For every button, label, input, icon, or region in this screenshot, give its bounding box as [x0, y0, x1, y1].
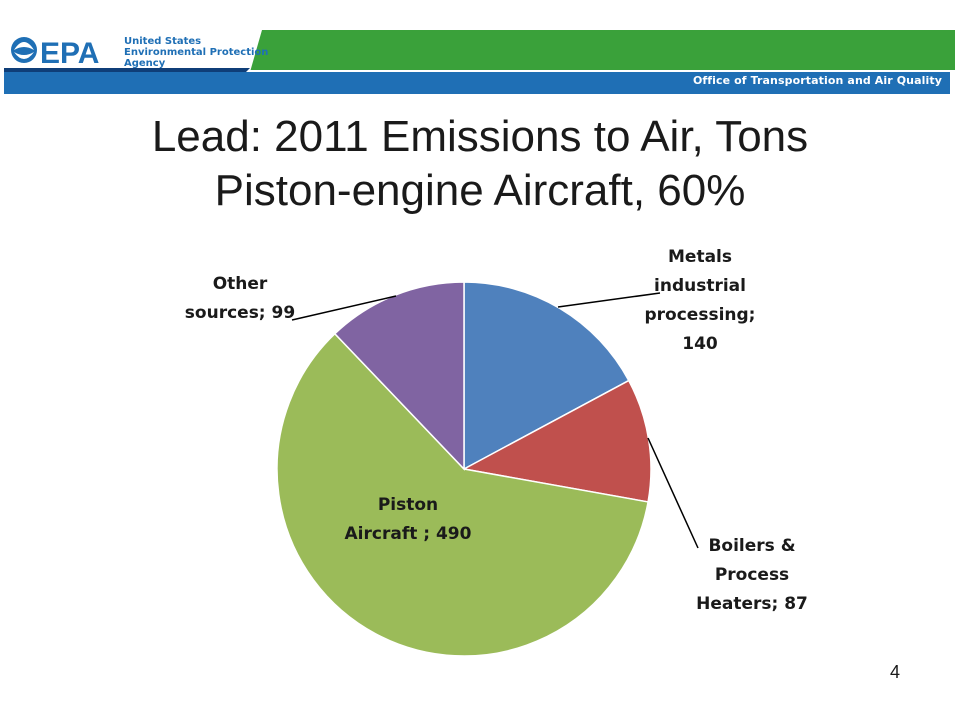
- data-label-line: Boilers &: [708, 536, 796, 556]
- data-label: [696, 536, 808, 614]
- slide-title-line-1: Lead: 2011 Emissions to Air, Tons: [151, 112, 809, 161]
- data-label-line: industrial: [654, 276, 746, 296]
- data-label: [645, 247, 756, 354]
- data-label-line: Other: [212, 274, 268, 294]
- data-label-line: 140: [682, 334, 718, 354]
- leader-line: [648, 438, 698, 548]
- data-label-line: Metals: [668, 247, 732, 267]
- data-label-line: sources; 99: [184, 303, 296, 323]
- agency-name-line-3: Agency: [124, 58, 166, 69]
- data-label-line: Heaters; 87: [696, 594, 808, 614]
- page-number: 4: [889, 662, 900, 682]
- epa-logo-text: EPA: [40, 37, 100, 70]
- data-label-line: Aircraft ; 490: [344, 524, 472, 544]
- office-name: Office of Transportation and Air Quality: [692, 74, 942, 87]
- slide-title-line-2: Piston-engine Aircraft, 60%: [214, 166, 746, 215]
- data-label-line: Piston: [377, 495, 439, 515]
- data-label-line: processing;: [644, 305, 756, 325]
- agency-name-line-2: Environmental Protection: [124, 47, 269, 58]
- agency-name-line-1: United States: [124, 36, 202, 47]
- data-label: [185, 274, 295, 323]
- data-label-line: Process: [714, 565, 790, 585]
